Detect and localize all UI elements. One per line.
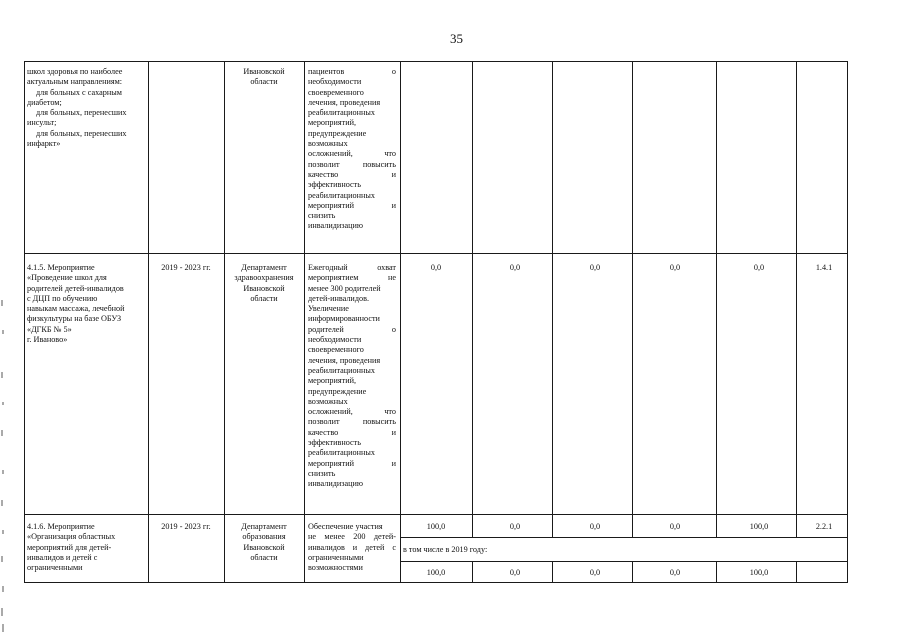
subrow-divider [400, 561, 848, 562]
row1-name-cell: школ здоровья по наиболее актуальным направлениям: для больных с сахарным диабетом; для больных, перенесших инсульт; для больных, перенесших инфаркт» [27, 67, 127, 149]
table-right-border [847, 61, 848, 583]
row3-2019-value-3: 0,0 [589, 568, 601, 577]
column-divider [224, 61, 225, 583]
column-divider [472, 561, 473, 583]
row2-code: 1.4.1 [815, 263, 833, 272]
row2-value-3: 0,0 [589, 263, 601, 272]
column-divider [632, 61, 633, 538]
column-divider [716, 61, 717, 538]
row3-2019-value-5: 100,0 [749, 568, 769, 577]
row3-period-cell: 2019 - 2023 гг. [161, 522, 211, 531]
row3-value-5: 100,0 [749, 522, 769, 531]
row3-code: 2.2.1 [815, 522, 833, 531]
column-divider [472, 61, 473, 538]
column-divider [552, 61, 553, 538]
column-divider [632, 561, 633, 583]
row3-value-3: 0,0 [589, 522, 601, 531]
row2-period-cell: 2019 - 2023 гг. [161, 263, 211, 272]
row2-name-cell: 4.1.5. Мероприятие «Проведение школ для родителей детей-инвалидов с ДЦП по обучению навыкам массажа, лечебной физкультуры на базе ОБУЗ «ДГКБ № 5» г. Иваново» [27, 263, 125, 345]
page-number: 35 [450, 31, 463, 46]
column-divider [304, 61, 305, 583]
column-divider [796, 61, 797, 538]
column-divider [24, 61, 25, 583]
row3-value-2: 0,0 [509, 522, 521, 531]
row2-value-1: 0,0 [430, 263, 442, 272]
row1-executor-cell: Ивановской области [243, 67, 285, 87]
column-divider [552, 561, 553, 583]
row1-result-cell: пациентов о необходимости своевременного лечения, проведения реабилитационных мероприятий, предупреждение возможных осложнений, что позволит повысить качество и эффективность реабилитационных мероприятий и снизить инвалидизацию [308, 67, 396, 231]
row3-2019-value-4: 0,0 [669, 568, 681, 577]
row3-value-4: 0,0 [669, 522, 681, 531]
row3-name-cell: 4.1.6. Мероприятие «Организация областных мероприятий для детей- инвалидов и детей с ограниченными [27, 522, 116, 573]
row3-result-cell: Обеспечение участия не менее 200 детей- инвалидов и детей с ограниченными возможностями [308, 522, 396, 573]
row2-value-5: 0,0 [753, 263, 765, 272]
row2-value-2: 0,0 [509, 263, 521, 272]
row3-2019-value-1: 100,0 [426, 568, 446, 577]
row3-subheader: в том числе в 2019 году: [403, 545, 488, 554]
column-divider [796, 561, 797, 583]
row3-value-1: 100,0 [426, 522, 446, 531]
row2-executor-cell: Департамент здравоохранения Ивановской области [234, 263, 294, 303]
column-divider [400, 61, 401, 583]
row3-2019-value-2: 0,0 [509, 568, 521, 577]
row2-value-4: 0,0 [669, 263, 681, 272]
row2-result-cell: Ежегодный охват мероприятием не менее 300 родителей детей-инвалидов. Увеличение информированности родителей о необходимости своевременного лечения, проведения реабилитационных мероприятий, предупреждение возможных осложнений, что позволит повысить качество и эффективность реабилитационных мероприятий и снизить инвалидизацию [308, 263, 396, 489]
row3-executor-cell: Департамент образования Ивановской области [241, 522, 287, 562]
column-divider [148, 61, 149, 583]
subrow-divider [400, 537, 848, 538]
scan-edge-marks [0, 0, 6, 640]
column-divider [716, 561, 717, 583]
